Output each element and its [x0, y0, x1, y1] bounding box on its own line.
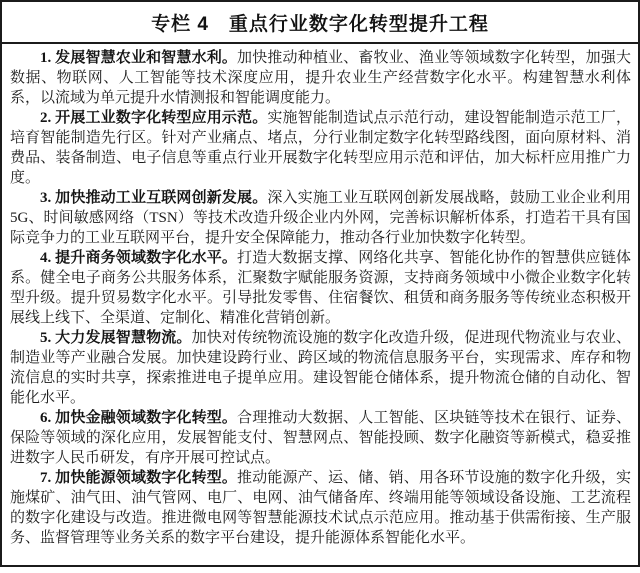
paragraph-4-text: 打造大数据支撑、网络化共享、智能化协作的智慧供应链体系。健全电子商务公共服务体系，汇聚数字赋能服务资源，支持商务领域中小微企业数字化转型升级。提升贸易数字化水平。引导批发零售、住宿餐饮、租赁和商务服务等传统业态积极开展线上线下、全渠道、定制化、精准化营销创新。 — [10, 250, 631, 326]
paragraph-2 — [10, 108, 631, 188]
paragraph-6 — [10, 408, 631, 468]
paragraph-7 — [10, 468, 631, 548]
column-title: 专栏 4 重点行业数字化转型提升工程 — [151, 13, 489, 35]
paragraph-2-text: 实施智能制造试点示范行动，建设智能制造示范工厂，培育智能制造先行区。针对产业痛点、堵点，分行业制定数字化转型路线图，面向原材料、消费品、装备制造、电子信息等重点行业开展数字化转型应用示范和评估，加大标杆应用推广力度。 — [10, 110, 631, 186]
paragraph-4-lead: 4. 提升商务领域数字化水平。 — [40, 250, 238, 266]
paragraph-2-lead: 2. 开展工业数字化转型应用示范。 — [40, 110, 268, 126]
paragraph-6-text: 合理推动大数据、人工智能、区块链等技术在银行、证券、保险等领域的深化应用，发展智能支付、智慧网点、智能投顾、数字化融资等新模式，稳妥推进数字人民币研发，有序开展可控试点。 — [10, 410, 631, 466]
paragraph-5-lead: 5. 大力发展智慧物流。 — [40, 330, 192, 346]
paragraph-5 — [10, 328, 631, 408]
paragraph-7-text: 推动能源产、运、储、销、用各环节设施的数字化升级，实施煤矿、油气田、油气管网、电厂、电网、油气储备库、终端用能等领域设备设施、工艺流程的数字化建设与改造。推进微电网等智慧能源技术试点示范应用。推动基于供需衔接、生产服务、监督管理等业务关系的数字平台建设，提升能源体系智能化水平。 — [10, 470, 631, 546]
paragraph-6-lead: 6. 加快金融领域数字化转型。 — [40, 410, 238, 426]
paragraph-3-lead: 3. 加快推动工业互联网创新发展。 — [40, 190, 268, 206]
paragraph-4 — [10, 248, 631, 328]
paragraph-1 — [10, 48, 631, 108]
column-body — [2, 44, 638, 548]
paragraph-1-lead: 1. 发展智慧农业和智慧水利。 — [40, 50, 238, 66]
paragraph-1-text: 加快推动种植业、畜牧业、渔业等领域数字化转型，加强大数据、物联网、人工智能等技术深度应用，提升农业生产经营数字化水平。构建智慧水利体系，以流域为单元提升水情测报和智能调度能力。 — [10, 50, 631, 106]
paragraph-3-text: 深入实施工业互联网创新发展战略，鼓励工业企业利用5G、时间敏感网络（TSN）等技术改造升级企业内外网，完善标识解析体系，打造若干具有国际竞争力的工业互联网平台，提升安全保障能力，推动各行业加快数字化转型。 — [10, 190, 631, 246]
paragraph-3 — [10, 188, 631, 248]
column-title-row — [2, 2, 638, 44]
paragraph-5-text: 加快对传统物流设施的数字化改造升级，促进现代物流业与农业、制造业等产业融合发展。加快建设跨行业、跨区域的物流信息服务平台，实现需求、库存和物流信息的实时共享，探索推进电子提单应用。建设智能仓储体系，提升物流仓储的自动化、智能化水平。 — [10, 330, 631, 406]
paragraph-7-lead: 7. 加快能源领域数字化转型。 — [40, 470, 238, 486]
